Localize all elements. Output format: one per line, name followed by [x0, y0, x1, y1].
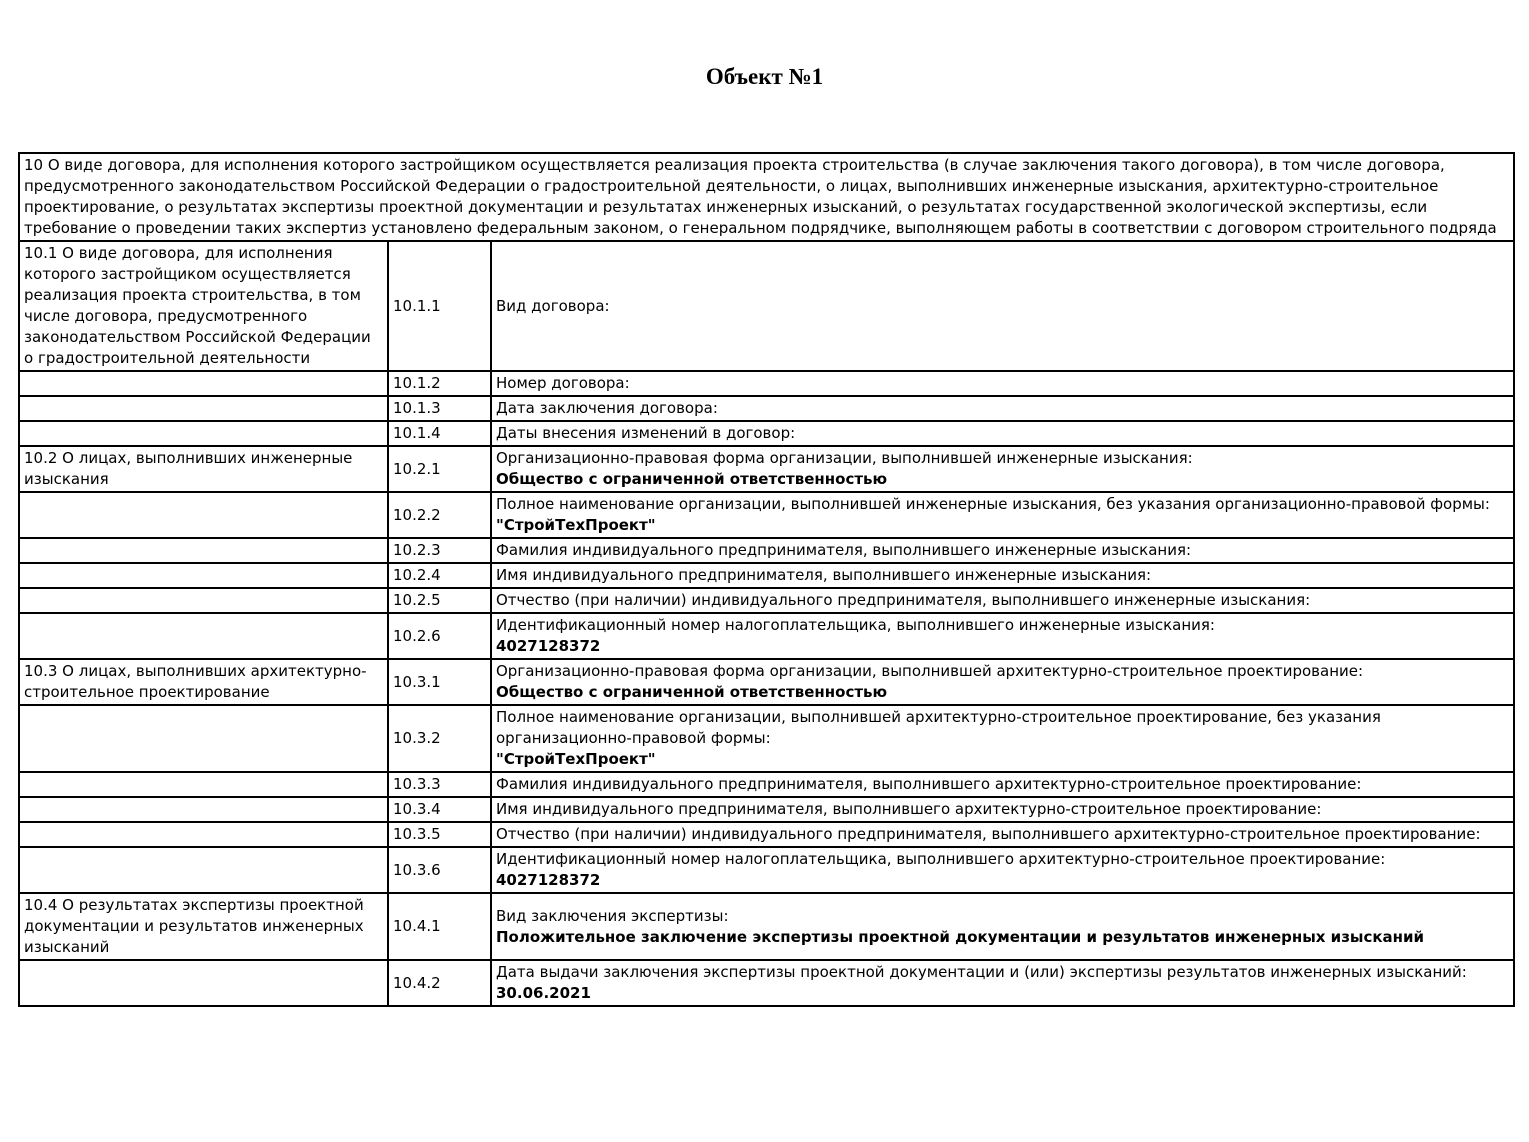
section-title-cell: [19, 847, 388, 893]
page-title: Объект №1: [705, 64, 824, 89]
section-title-cell: [19, 563, 388, 588]
table-row: [19, 613, 1514, 659]
field-label: Идентификационный номер налогоплательщика, выполнившего инженерные изыскания:: [496, 616, 1215, 634]
field-value: 30.06.2021: [496, 984, 591, 1002]
declaration-table-body: [19, 153, 1514, 1006]
row-content-cell: [491, 371, 1514, 396]
field-label: Вид договора:: [496, 296, 610, 315]
field-label: Дата выдачи заключения экспертизы проектной документации и (или) экспертизы результатов инженерных изысканий:: [496, 963, 1467, 981]
section-title-cell: [19, 772, 388, 797]
field-label: Полное наименование организации, выполнившей инженерные изыскания, без указания организационно-правовой формы:: [496, 495, 1490, 513]
section-title-cell: [19, 613, 388, 659]
document-page: [0, 62, 1529, 1142]
table-row: [19, 563, 1514, 588]
field-label: Имя индивидуального предпринимателя, выполнившего архитектурно-строительное проектирование:: [496, 800, 1322, 818]
section-10-header-row: [19, 153, 1514, 241]
section-title-cell: [19, 588, 388, 613]
row-number-cell: 10.2.3: [388, 538, 491, 563]
field-value: Общество с ограниченной ответственностью: [496, 683, 888, 701]
row-number-cell: 10.2.4: [388, 563, 491, 588]
section-title-cell: 10.3 О лицах, выполнивших архитектурно-строительное проектирование: [19, 659, 388, 705]
field-label: Номер договора:: [496, 374, 630, 392]
row-content-cell: [491, 563, 1514, 588]
row-number-cell: 10.1.1: [388, 241, 491, 371]
row-content-cell: [491, 613, 1514, 659]
table-row: [19, 705, 1514, 772]
field-value: Общество с ограниченной ответственностью: [496, 470, 888, 488]
row-number-cell: 10.4.2: [388, 960, 491, 1006]
field-label: Имя индивидуального предпринимателя, выполнившего инженерные изыскания:: [496, 566, 1152, 584]
row-number-cell: 10.2.1: [388, 446, 491, 492]
table-row: [19, 847, 1514, 893]
row-number-cell: 10.1.4: [388, 421, 491, 446]
declaration-table: [18, 152, 1515, 1007]
row-content-cell: [491, 847, 1514, 893]
field-value: "СтройТехПроект": [496, 516, 656, 534]
row-number-cell: 10.3.5: [388, 822, 491, 847]
section-title-cell: 10.4 О результатах экспертизы проектной документации и результатов инженерных изысканий: [19, 893, 388, 960]
row-content-cell: [491, 492, 1514, 538]
table-row: [19, 492, 1514, 538]
field-label: Отчество (при наличии) индивидуального предпринимателя, выполнившего архитектурно-строительное проектирование:: [496, 825, 1481, 843]
field-label: Отчество (при наличии) индивидуального предпринимателя, выполнившего инженерные изыскания:: [496, 591, 1311, 609]
row-content-cell: [491, 797, 1514, 822]
table-row: [19, 396, 1514, 421]
field-value: Положительное заключение экспертизы проектной документации и результатов инженерных изысканий: [496, 927, 1425, 946]
section-title-cell: [19, 797, 388, 822]
section-title-cell: [19, 492, 388, 538]
row-number-cell: 10.1.2: [388, 371, 491, 396]
row-content-cell: [491, 446, 1514, 492]
row-number-cell: 10.2.2: [388, 492, 491, 538]
section-title-cell: [19, 421, 388, 446]
row-number-cell: 10.4.1: [388, 893, 491, 960]
field-value: 4027128372: [496, 871, 601, 889]
section-title-cell: [19, 371, 388, 396]
table-row: [19, 241, 1514, 371]
row-content-cell: [491, 893, 1514, 960]
table-row: [19, 797, 1514, 822]
row-content-cell: [491, 588, 1514, 613]
field-label: Организационно-правовая форма организации, выполнившей инженерные изыскания:: [496, 449, 1193, 467]
row-content-cell: [491, 538, 1514, 563]
section-title-cell: 10.1 О виде договора, для исполнения которого застройщиком осуществляется реализация проекта строительства, в том числе договора, предусмотренного законодательством Российской Федерации о градостроительной деятельности: [19, 241, 388, 371]
table-row: [19, 371, 1514, 396]
section-10-header-cell: 10 О виде договора, для исполнения которого застройщиком осуществляется реализация проекта строительства (в случае заключения такого договора), в том числе договора, предусмотренного законодательством Российской Федерации о градостроительной деятельности, о лицах, выполнивших инженерные изыскания, архитектурно-строительное проектирование, о результатах экспертизы проектной документации и результатах инженерных изысканий, о результатах государственной экологической экспертизы, если требование о проведении таких экспертиз установлено федеральным законом, о генеральном подрядчике, выполняющем работы в соответствии с договором строительного подряда: [19, 153, 1514, 241]
field-label: Полное наименование организации, выполнившей архитектурно-строительное проектирование, без указания организационно-правовой формы:: [496, 708, 1381, 747]
row-number-cell: 10.3.1: [388, 659, 491, 705]
field-label: Идентификационный номер налогоплательщика, выполнившего архитектурно-строительное проектирование:: [496, 850, 1386, 868]
row-content-cell: [491, 396, 1514, 421]
table-row: [19, 659, 1514, 705]
table-row: [19, 822, 1514, 847]
row-number-cell: 10.1.3: [388, 396, 491, 421]
row-number-cell: 10.3.4: [388, 797, 491, 822]
field-label: Организационно-правовая форма организации, выполнившей архитектурно-строительное проектирование:: [496, 662, 1364, 680]
field-label: Вид заключения экспертизы:: [496, 906, 729, 925]
row-number-cell: 10.2.5: [388, 588, 491, 613]
table-row: [19, 772, 1514, 797]
table-row: [19, 538, 1514, 563]
section-title-cell: [19, 538, 388, 563]
table-row: [19, 893, 1514, 960]
row-content-cell: [491, 241, 1514, 371]
row-number-cell: 10.2.6: [388, 613, 491, 659]
table-row: [19, 588, 1514, 613]
row-content-cell: [491, 822, 1514, 847]
row-content-cell: [491, 659, 1514, 705]
row-number-cell: 10.3.6: [388, 847, 491, 893]
row-content-cell: [491, 960, 1514, 1006]
field-label: Фамилия индивидуального предпринимателя, выполнившего архитектурно-строительное проектирование:: [496, 775, 1362, 793]
row-content-cell: [491, 705, 1514, 772]
row-number-cell: 10.3.3: [388, 772, 491, 797]
section-title-cell: [19, 822, 388, 847]
table-row: [19, 421, 1514, 446]
field-value: "СтройТехПроект": [496, 750, 656, 768]
table-row: [19, 960, 1514, 1006]
field-label: Дата заключения договора:: [496, 399, 718, 417]
section-title-cell: [19, 705, 388, 772]
section-title-cell: [19, 396, 388, 421]
row-content-cell: [491, 772, 1514, 797]
field-label: Даты внесения изменений в договор:: [496, 424, 796, 442]
field-value: 4027128372: [496, 637, 601, 655]
row-number-cell: 10.3.2: [388, 705, 491, 772]
section-title-cell: 10.2 О лицах, выполнивших инженерные изыскания: [19, 446, 388, 492]
row-content-cell: [491, 421, 1514, 446]
field-label: Фамилия индивидуального предпринимателя, выполнившего инженерные изыскания:: [496, 541, 1192, 559]
table-row: [19, 446, 1514, 492]
section-title-cell: [19, 960, 388, 1006]
